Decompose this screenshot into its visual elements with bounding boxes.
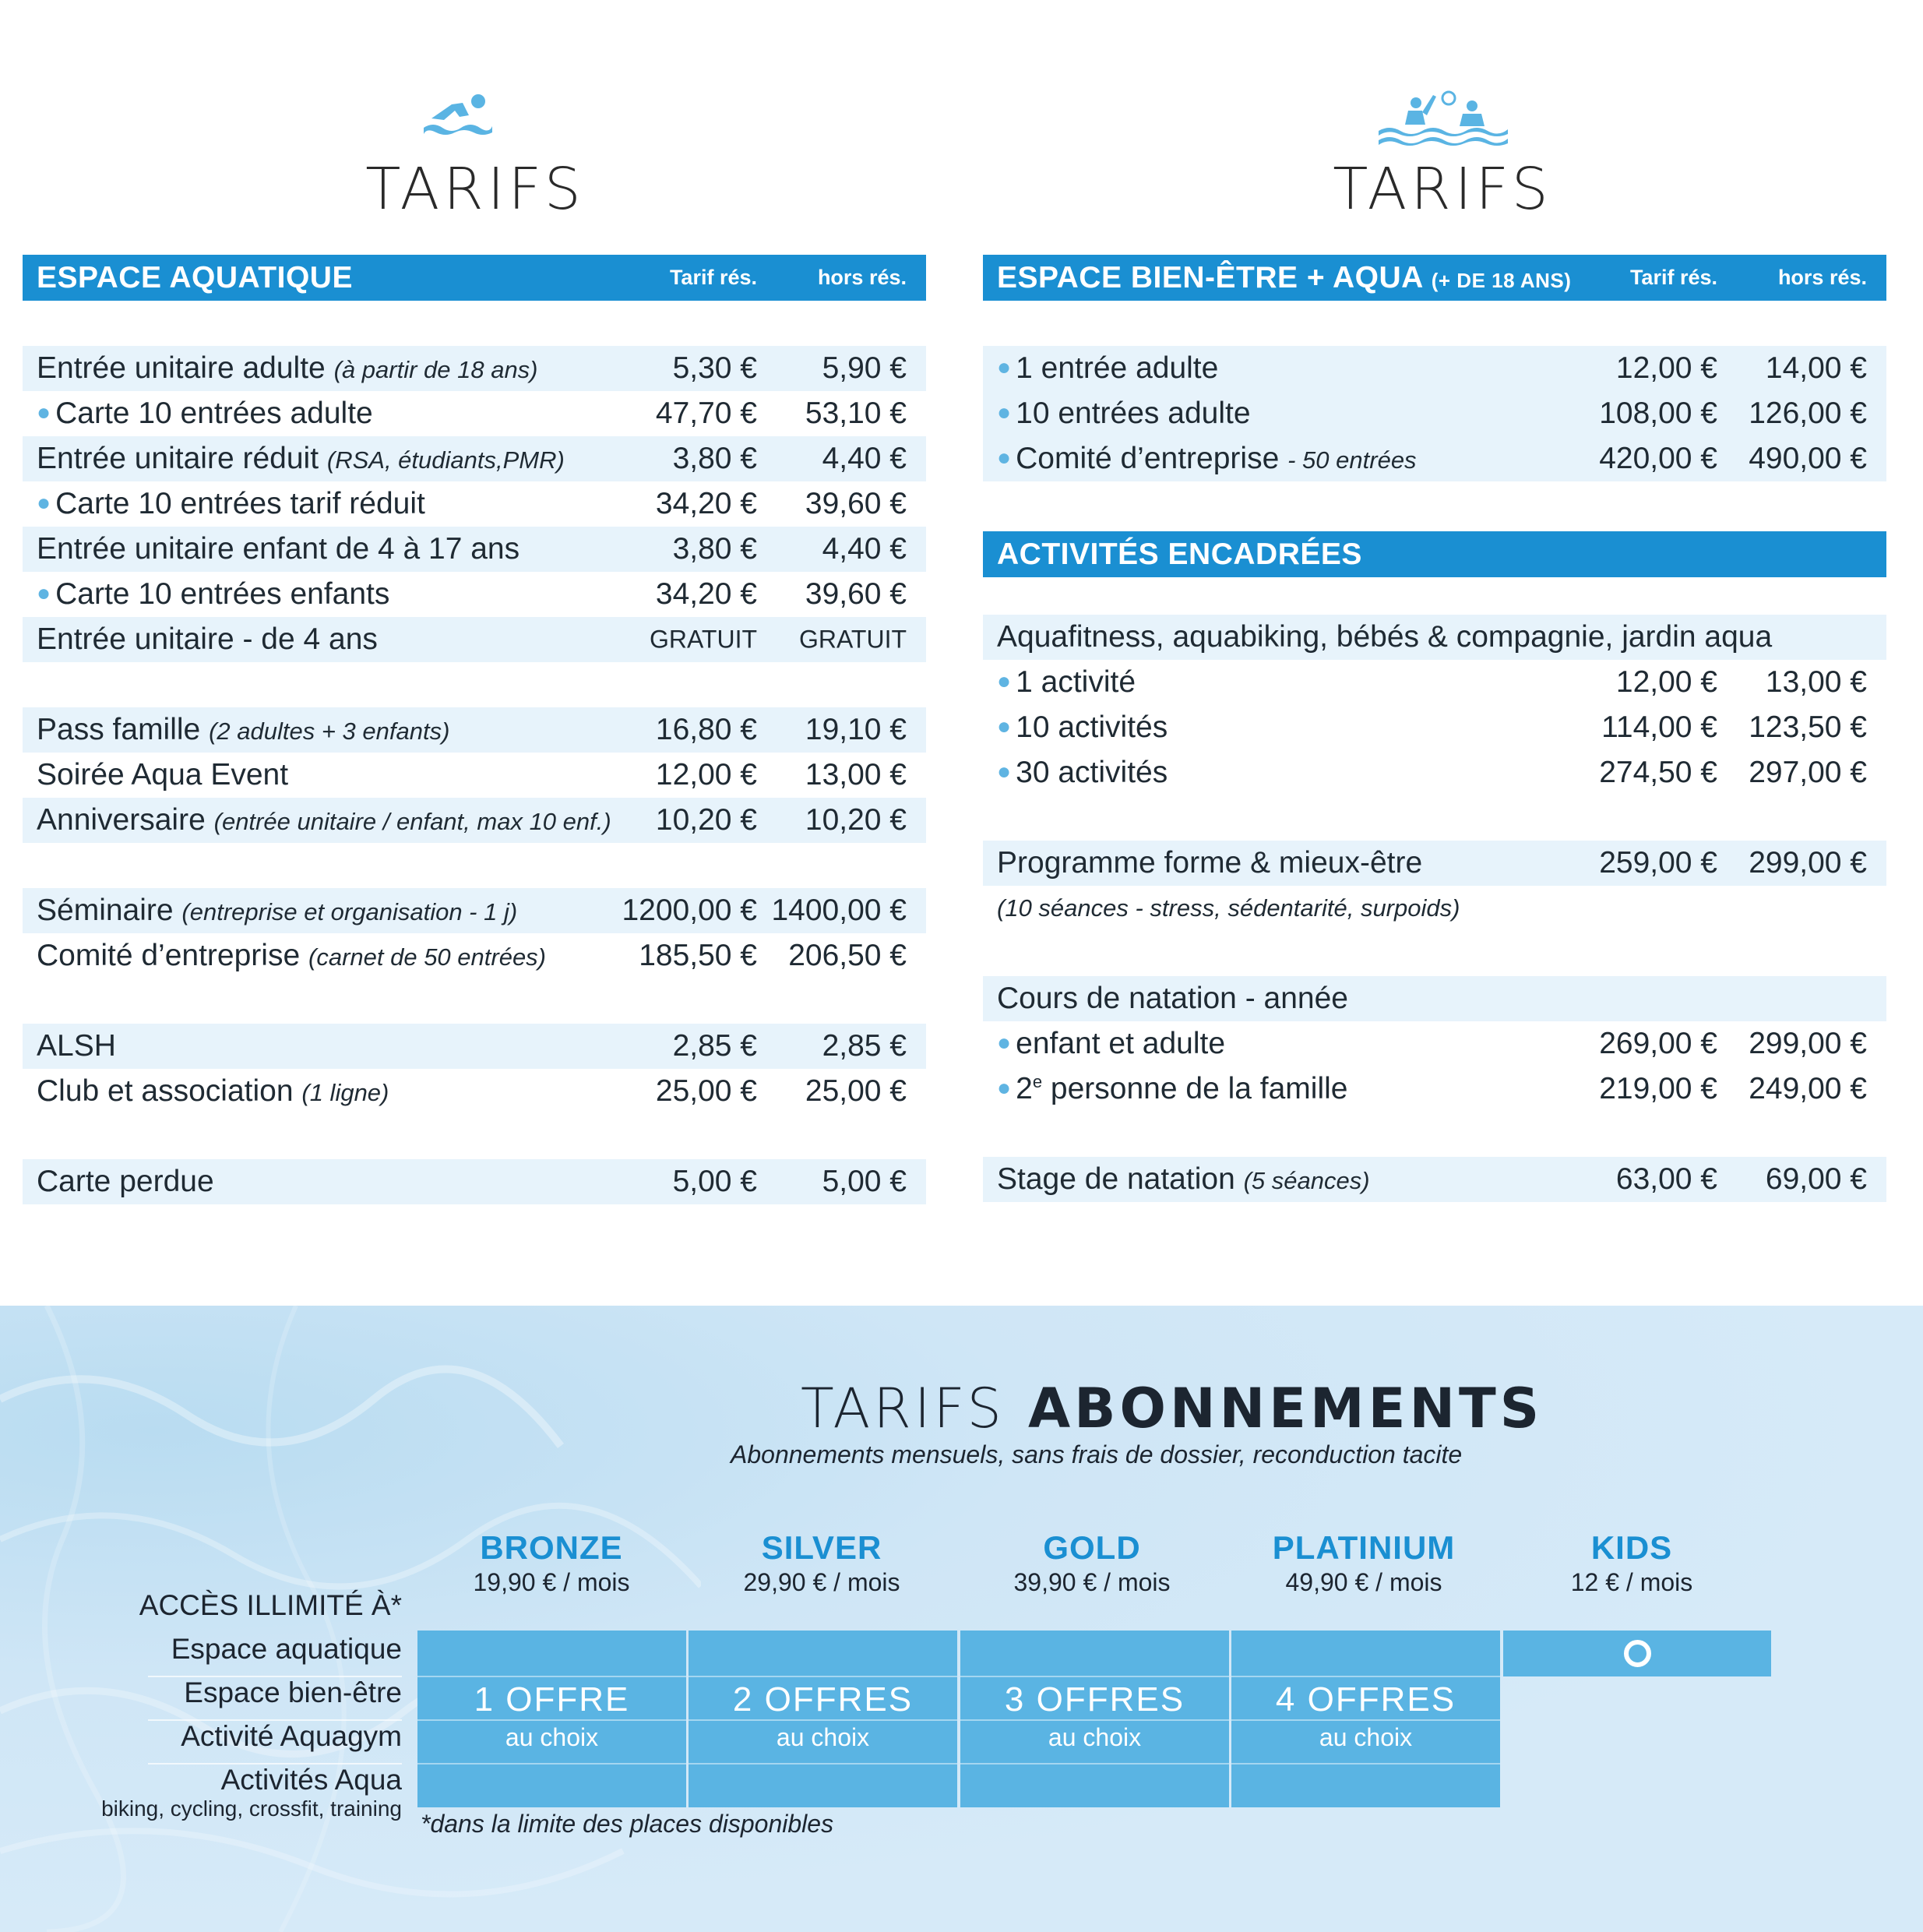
row-label-superscript: e	[1032, 1072, 1043, 1091]
espace-bien-etre-header	[983, 255, 1886, 301]
col-header-non-resident: hors rés.	[1777, 266, 1867, 289]
price-resident: 114,00 €	[1601, 710, 1717, 744]
row-label: 30 activités	[1016, 756, 1168, 789]
row-label: Cours de natation - année	[997, 982, 1348, 1015]
price-row	[23, 527, 926, 572]
price-resident: 12,00 €	[1615, 665, 1717, 699]
plan-price: 29,90 € / mois	[743, 1568, 900, 1596]
included-circle-icon	[1624, 1640, 1651, 1667]
offer-count: 3 OFFRES	[1004, 1680, 1185, 1719]
section-subtitle: (+ DE 18 ANS)	[1431, 268, 1572, 292]
price-non-resident: 39,60 €	[805, 577, 907, 611]
price-non-resident: 4,40 €	[822, 442, 907, 475]
plan-name: KIDS	[1590, 1529, 1673, 1566]
row-label: Séminaire	[37, 894, 174, 927]
price-non-resident: 53,10 €	[805, 397, 907, 430]
price-non-resident: GRATUIT	[798, 625, 907, 654]
price-non-resident: 206,50 €	[788, 939, 907, 972]
bullet-icon: ●	[997, 400, 1012, 425]
offer-block-platinium	[1231, 1631, 1500, 1807]
offer-block-silver	[689, 1631, 957, 1807]
row-label: Pass famille	[37, 713, 201, 746]
price-resident: 47,70 €	[655, 397, 757, 430]
price-non-resident: 249,00 €	[1749, 1072, 1867, 1105]
col-header-resident: Tarif rés.	[669, 266, 757, 289]
row-label: 1 entrée adulte	[1016, 351, 1219, 385]
row-label: Comité d’entreprise	[1016, 442, 1280, 475]
price-resident: 420,00 €	[1599, 442, 1717, 475]
price-resident: 25,00 €	[655, 1074, 757, 1108]
row-label: Carte 10 entrées adulte	[55, 397, 373, 430]
price-row	[23, 1024, 926, 1069]
divider	[1231, 1763, 1500, 1765]
price-non-resident: 19,10 €	[805, 713, 907, 746]
price-row	[23, 888, 926, 933]
bullet-icon: ●	[37, 400, 51, 425]
price-non-resident: 69,00 €	[1765, 1162, 1867, 1196]
price-resident: GRATUIT	[649, 625, 757, 654]
plan-name: GOLD	[1043, 1529, 1141, 1566]
plan-bronze	[417, 1529, 686, 1597]
price-non-resident: 5,00 €	[822, 1165, 907, 1198]
price-resident: 185,50 €	[639, 939, 757, 972]
activites-encadrees-header	[983, 531, 1886, 577]
row-note: (entreprise et organisation - 1 j)	[181, 898, 518, 925]
title-light: TARIFS	[801, 1377, 1005, 1440]
programme-note	[983, 886, 1886, 931]
plan-name: SILVER	[761, 1529, 882, 1566]
bullet-icon: ●	[37, 580, 51, 606]
price-row	[23, 572, 926, 617]
divider	[960, 1763, 1229, 1765]
activity-group-title	[983, 615, 1886, 660]
price-row	[23, 707, 926, 753]
espace-bien-etre-table	[983, 255, 1886, 1202]
price-resident: 34,20 €	[655, 577, 757, 611]
row-label: Anniversaire	[37, 803, 206, 837]
price-non-resident: 490,00 €	[1749, 442, 1867, 475]
price-row	[23, 798, 926, 843]
plan-price: 12 € / mois	[1570, 1568, 1693, 1596]
row-label: ALSH	[37, 1029, 116, 1063]
price-row	[983, 346, 1886, 391]
price-resident: 12,00 €	[1615, 351, 1717, 385]
divider	[689, 1763, 957, 1765]
row-label: Aquafitness, aquabiking, bébés & compagnie, jardin aqua	[997, 620, 1773, 654]
divider	[417, 1676, 686, 1677]
section-title: ACTIVITÉS ENCADRÉES	[997, 537, 1362, 571]
access-item: Activité Aquagym	[181, 1720, 402, 1752]
row-note: (carnet de 50 entrées)	[308, 943, 547, 971]
price-row	[983, 1157, 1886, 1202]
price-resident: 12,00 €	[655, 758, 757, 791]
plan-platinium	[1229, 1529, 1499, 1597]
row-label: Carte perdue	[37, 1165, 214, 1198]
water-polo-icon	[1377, 89, 1509, 155]
abonnements-title	[801, 1377, 1543, 1440]
row-label: Stage de natation	[997, 1162, 1235, 1196]
price-resident: 269,00 €	[1599, 1027, 1717, 1060]
price-resident: 259,00 €	[1599, 846, 1717, 880]
price-non-resident: 4,40 €	[822, 532, 907, 566]
row-label: Entrée unitaire - de 4 ans	[37, 622, 378, 656]
bullet-icon: ●	[997, 714, 1012, 739]
price-non-resident: 299,00 €	[1749, 846, 1867, 880]
price-resident: 274,50 €	[1599, 756, 1717, 789]
price-row	[983, 841, 1886, 886]
divider	[960, 1719, 1229, 1721]
price-resident: 3,80 €	[672, 532, 757, 566]
row-note: (2 adultes + 3 enfants)	[209, 717, 450, 745]
plan-silver	[687, 1529, 956, 1597]
offer-count: 2 OFFRES	[732, 1680, 914, 1719]
price-non-resident: 5,90 €	[822, 351, 907, 385]
row-label: Carte 10 entrées enfants	[55, 577, 390, 611]
row-label: Entrée unitaire réduit	[37, 442, 319, 475]
row-label: enfant et adulte	[1016, 1027, 1226, 1060]
offer-choice: au choix	[1048, 1723, 1142, 1751]
row-note: (1 ligne)	[301, 1079, 389, 1106]
access-item: Espace bien-être	[184, 1676, 402, 1708]
row-label: Club et association	[37, 1074, 294, 1108]
bullet-icon: ●	[997, 759, 1012, 784]
divider	[417, 1719, 686, 1721]
access-item: Espace aquatique	[171, 1633, 402, 1665]
row-note: (10 séances - stress, sédentarité, surpoids)	[997, 894, 1460, 922]
price-row	[23, 1069, 926, 1114]
access-title: ACCÈS ILLIMITÉ À*	[139, 1589, 402, 1621]
row-label: 10 entrées adulte	[1016, 397, 1251, 430]
offer-block-kids	[1503, 1631, 1771, 1676]
plan-name: PLATINIUM	[1272, 1529, 1456, 1566]
price-resident: 2,85 €	[672, 1029, 757, 1063]
row-label: personne de la famille	[1042, 1072, 1348, 1105]
offer-choice: au choix	[776, 1723, 870, 1751]
price-row	[983, 391, 1886, 436]
price-non-resident: 126,00 €	[1749, 397, 1867, 430]
title-bold: ABONNEMENTS	[1027, 1377, 1544, 1440]
price-row	[23, 436, 926, 481]
swimmer-icon	[421, 87, 495, 146]
offer-block-bronze	[417, 1631, 686, 1807]
espace-aquatique-table	[23, 255, 926, 1204]
price-non-resident: 123,50 €	[1749, 710, 1867, 744]
access-item-detail: biking, cycling, crossfit, training	[101, 1796, 402, 1821]
row-note: (entrée unitaire / enfant, max 10 enf.)	[213, 808, 611, 835]
bullet-icon: ●	[997, 1075, 1012, 1101]
plan-kids	[1497, 1529, 1766, 1597]
divider	[1231, 1676, 1500, 1677]
price-row	[983, 1021, 1886, 1066]
price-non-resident: 2,85 €	[822, 1029, 907, 1063]
plan-price: 19,90 € / mois	[473, 1568, 630, 1596]
price-resident: 5,30 €	[672, 351, 757, 385]
price-non-resident: 25,00 €	[805, 1074, 907, 1108]
price-non-resident: 13,00 €	[805, 758, 907, 791]
row-label: Entrée unitaire adulte	[37, 351, 326, 385]
price-non-resident: 299,00 €	[1749, 1027, 1867, 1060]
divider	[689, 1676, 957, 1677]
left-page-title: TARIFS	[365, 156, 585, 223]
price-non-resident: 297,00 €	[1749, 756, 1867, 789]
price-row	[23, 933, 926, 978]
row-label-number: 2	[1016, 1072, 1033, 1105]
plan-price: 39,90 € / mois	[1013, 1568, 1171, 1596]
price-non-resident: 10,20 €	[805, 803, 907, 837]
price-row	[23, 481, 926, 527]
row-label: Soirée Aqua Event	[37, 758, 289, 791]
row-note: - 50 entrées	[1287, 446, 1417, 474]
row-label: Comité d’entreprise	[37, 939, 301, 972]
divider	[417, 1763, 686, 1765]
price-resident: 63,00 €	[1615, 1162, 1717, 1196]
price-row	[983, 1066, 1886, 1112]
row-note: (à partir de 18 ans)	[333, 356, 538, 383]
abonnements-subtitle: Abonnements mensuels, sans frais de dossier, reconduction tacite	[731, 1440, 1463, 1468]
price-row	[983, 705, 1886, 750]
offer-choice: au choix	[505, 1723, 599, 1751]
price-row	[983, 436, 1886, 481]
price-row	[23, 346, 926, 391]
row-note: (5 séances)	[1243, 1167, 1370, 1194]
price-resident: 16,80 €	[655, 713, 757, 746]
bullet-icon: ●	[997, 1030, 1012, 1056]
bullet-icon: ●	[997, 668, 1012, 694]
activity-group-title	[983, 976, 1886, 1021]
offer-block-gold	[960, 1631, 1229, 1807]
offer-choice: au choix	[1319, 1723, 1413, 1751]
row-label: Programme forme & mieux-être	[997, 846, 1423, 880]
price-non-resident: 39,60 €	[805, 487, 907, 520]
price-resident: 34,20 €	[655, 487, 757, 520]
price-resident: 3,80 €	[672, 442, 757, 475]
price-resident: 108,00 €	[1599, 397, 1717, 430]
abonnements-section	[0, 1306, 1923, 1932]
offer-count: 4 OFFRES	[1275, 1680, 1456, 1719]
col-header-non-resident: hors rés.	[817, 266, 907, 289]
price-non-resident: 14,00 €	[1765, 351, 1867, 385]
price-resident: 10,20 €	[655, 803, 757, 837]
bullet-icon: ●	[997, 354, 1012, 380]
right-page-title: TARIFS	[1333, 156, 1552, 223]
section-title: ESPACE AQUATIQUE	[37, 260, 353, 294]
price-resident: 5,00 €	[672, 1165, 757, 1198]
price-row	[23, 1159, 926, 1204]
access-item: Activités Aqua	[220, 1764, 402, 1796]
section-title: ESPACE BIEN-ÊTRE + AQUA	[997, 260, 1423, 294]
price-row	[983, 750, 1886, 795]
row-label: 1 activité	[1016, 665, 1136, 699]
divider	[1231, 1719, 1500, 1721]
row-label: Entrée unitaire enfant de 4 à 17 ans	[37, 532, 520, 566]
offer-count: 1 OFFRE	[474, 1680, 630, 1719]
row-label: Carte 10 entrées tarif réduit	[55, 487, 425, 520]
divider	[689, 1719, 957, 1721]
price-resident: 1200,00 €	[622, 894, 757, 927]
col-header-resident: Tarif rés.	[1629, 266, 1717, 289]
espace-aquatique-header	[23, 255, 926, 301]
footnote: *dans la limite des places disponibles	[421, 1810, 834, 1838]
bullet-icon: ●	[37, 490, 51, 516]
divider	[960, 1676, 1229, 1677]
row-note: (RSA, étudiants,PMR)	[326, 446, 565, 474]
plan-price: 49,90 € / mois	[1285, 1568, 1442, 1596]
price-resident: 219,00 €	[1599, 1072, 1717, 1105]
bullet-icon: ●	[997, 445, 1012, 471]
price-non-resident: 13,00 €	[1765, 665, 1867, 699]
price-row	[23, 617, 926, 662]
price-row	[23, 753, 926, 798]
plan-name: BRONZE	[480, 1529, 623, 1566]
row-label: 10 activités	[1016, 710, 1168, 744]
price-row	[983, 660, 1886, 705]
plan-gold	[957, 1529, 1227, 1597]
price-row	[23, 391, 926, 436]
price-non-resident: 1400,00 €	[771, 894, 907, 927]
